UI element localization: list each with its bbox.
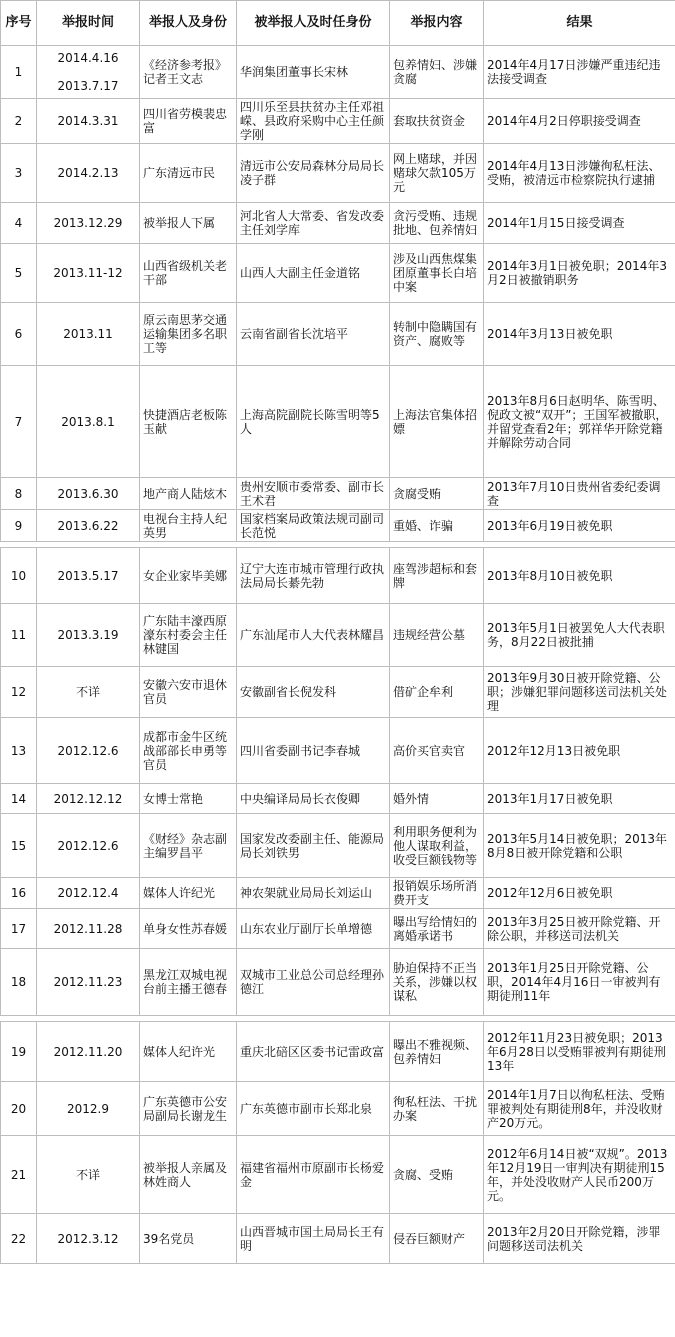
cell-reporter: 39名党员 bbox=[140, 1214, 237, 1264]
table-row bbox=[1, 203, 675, 244]
cell-seq: 1 bbox=[1, 46, 37, 99]
cell-accused: 四川省委副书记李春城 bbox=[237, 718, 390, 784]
cell-reporter: 《财经》杂志副主编罗昌平 bbox=[140, 814, 237, 878]
cell-result: 2013年5月14日被免职；2013年8月8日被开除党籍和公职 bbox=[484, 814, 675, 878]
cell-result: 2014年4月17日涉嫌严重违纪违法接受调查 bbox=[484, 46, 675, 99]
cell-seq: 6 bbox=[1, 303, 37, 366]
cell-seq: 21 bbox=[1, 1136, 37, 1214]
table-row bbox=[1, 1214, 675, 1264]
cell-result: 2012年12月13日被免职 bbox=[484, 718, 675, 784]
header-result: 结果 bbox=[484, 1, 675, 46]
table-row bbox=[1, 1022, 675, 1082]
cell-seq: 10 bbox=[1, 548, 37, 604]
cell-reporter: 原云南思茅交通运输集团多名职工等 bbox=[140, 303, 237, 366]
cell-result: 2013年7月10日贵州省委纪委调查 bbox=[484, 478, 675, 510]
cell-result: 2013年2月20日开除党籍，涉罪问题移送司法机关 bbox=[484, 1214, 675, 1264]
cell-seq: 14 bbox=[1, 784, 37, 814]
cell-accused: 辽宁大连市城市管理行政执法局局长綦先勃 bbox=[237, 548, 390, 604]
cell-seq: 8 bbox=[1, 478, 37, 510]
cell-result: 2014年3月1日被免职；2014年3月2日被撤销职务 bbox=[484, 244, 675, 303]
cell-accused: 山东农业厅副厅长单增德 bbox=[237, 909, 390, 949]
table-row bbox=[1, 478, 675, 510]
cell-content: 曝出不雅视频、包养情妇 bbox=[390, 1022, 484, 1082]
cell-accused: 山西晋城市国土局局长王有明 bbox=[237, 1214, 390, 1264]
cell-accused: 国家发改委副主任、能源局局长刘铁男 bbox=[237, 814, 390, 878]
cell-time: 2013.3.19 bbox=[37, 604, 140, 667]
cell-seq: 17 bbox=[1, 909, 37, 949]
cell-time: 2012.11.20 bbox=[37, 1022, 140, 1082]
cell-content: 报销娱乐场所消费开支 bbox=[390, 878, 484, 909]
cell-result: 2014年3月13日被免职 bbox=[484, 303, 675, 366]
cell-content: 利用职务便利为他人谋取利益，收受巨额钱物等 bbox=[390, 814, 484, 878]
cell-time: 2012.12.12 bbox=[37, 784, 140, 814]
cell-seq: 12 bbox=[1, 667, 37, 718]
cell-content: 座驾涉超标和套牌 bbox=[390, 548, 484, 604]
cell-time: 2014.3.31 bbox=[37, 99, 140, 144]
table-row bbox=[1, 144, 675, 203]
cell-time: 2012.12.4 bbox=[37, 878, 140, 909]
cell-content: 套取扶贫资金 bbox=[390, 99, 484, 144]
cell-result: 2013年1月17日被免职 bbox=[484, 784, 675, 814]
cell-accused: 重庆北碚区区委书记雷政富 bbox=[237, 1022, 390, 1082]
cell-time: 不详 bbox=[37, 1136, 140, 1214]
cell-reporter: 地产商人陆炫木 bbox=[140, 478, 237, 510]
cell-time: 2013.6.22 bbox=[37, 510, 140, 542]
cell-reporter: 女企业家毕美娜 bbox=[140, 548, 237, 604]
cell-result: 2012年6月14日被“双规”。2013年12月19日一审判决有期徒刑15年，并处没收财产人民币200万元。 bbox=[484, 1136, 675, 1214]
cell-accused: 福建省福州市原副市长杨爱金 bbox=[237, 1136, 390, 1214]
cell-seq: 22 bbox=[1, 1214, 37, 1264]
table-row bbox=[1, 878, 675, 909]
cell-reporter: 快捷酒店老板陈玉献 bbox=[140, 366, 237, 478]
table-row bbox=[1, 1136, 675, 1214]
cell-reporter: 被举报人下属 bbox=[140, 203, 237, 244]
table-row bbox=[1, 366, 675, 478]
cell-time: 2014.4.16 2013.7.17 bbox=[37, 46, 140, 99]
cell-reporter: 广东英德市公安局副局长谢龙生 bbox=[140, 1082, 237, 1136]
cell-reporter: 成都市金牛区统战部部长申勇等官员 bbox=[140, 718, 237, 784]
cell-time: 2013.11 bbox=[37, 303, 140, 366]
table-row bbox=[1, 814, 675, 878]
header-reporter: 举报人及身份 bbox=[140, 1, 237, 46]
cell-result: 2013年1月25日开除党籍、公职，2014年4月16日一审被判有期徒刑11年 bbox=[484, 949, 675, 1016]
cell-content: 转制中隐瞒国有资产、腐败等 bbox=[390, 303, 484, 366]
table-row bbox=[1, 46, 675, 99]
table-row bbox=[1, 303, 675, 366]
cell-content: 贪腐、受贿 bbox=[390, 1136, 484, 1214]
cell-content: 胁迫保持不正当关系，涉嫌以权谋私 bbox=[390, 949, 484, 1016]
cell-time: 2013.12.29 bbox=[37, 203, 140, 244]
cell-reporter: 四川省劳模裴忠富 bbox=[140, 99, 237, 144]
table-row bbox=[1, 1082, 675, 1136]
cell-seq: 20 bbox=[1, 1082, 37, 1136]
cell-time: 不详 bbox=[37, 667, 140, 718]
cell-reporter: 广东清远市民 bbox=[140, 144, 237, 203]
cell-reporter: 女博士常艳 bbox=[140, 784, 237, 814]
cell-reporter: 黑龙江双城电视台前主播王德春 bbox=[140, 949, 237, 1016]
cell-content: 网上赌球，并因赌球欠款105万元 bbox=[390, 144, 484, 203]
cell-accused: 广东汕尾市人大代表林耀昌 bbox=[237, 604, 390, 667]
cell-time: 2012.12.6 bbox=[37, 814, 140, 878]
table-row bbox=[1, 949, 675, 1016]
cell-seq: 7 bbox=[1, 366, 37, 478]
cell-content: 高价买官卖官 bbox=[390, 718, 484, 784]
cell-reporter: 媒体人纪许光 bbox=[140, 1022, 237, 1082]
cell-seq: 2 bbox=[1, 99, 37, 144]
cell-reporter: 山西省级机关老干部 bbox=[140, 244, 237, 303]
cell-accused: 云南省副省长沈培平 bbox=[237, 303, 390, 366]
cell-result: 2014年1月7日以徇私枉法、受贿罪被判处有期徒刑8年，并没收财产20万元。 bbox=[484, 1082, 675, 1136]
cell-seq: 16 bbox=[1, 878, 37, 909]
cell-time: 2012.9 bbox=[37, 1082, 140, 1136]
cell-time: 2014.2.13 bbox=[37, 144, 140, 203]
cell-seq: 13 bbox=[1, 718, 37, 784]
cell-result: 2013年9月30日被开除党籍、公职；涉嫌犯罪问题移送司法机关处理 bbox=[484, 667, 675, 718]
header-content: 举报内容 bbox=[390, 1, 484, 46]
cell-time: 2012.11.23 bbox=[37, 949, 140, 1016]
cell-reporter: 单身女性苏春媛 bbox=[140, 909, 237, 949]
cell-time: 2013.11-12 bbox=[37, 244, 140, 303]
table-row bbox=[1, 548, 675, 604]
table-row bbox=[1, 718, 675, 784]
cell-time: 2013.5.17 bbox=[37, 548, 140, 604]
cell-content: 侵吞巨额财产 bbox=[390, 1214, 484, 1264]
cell-accused: 清远市公安局森林分局局长凌子群 bbox=[237, 144, 390, 203]
cell-result: 2013年8月10日被免职 bbox=[484, 548, 675, 604]
cell-seq: 11 bbox=[1, 604, 37, 667]
cell-time: 2013.8.1 bbox=[37, 366, 140, 478]
table-row bbox=[1, 667, 675, 718]
header-accused: 被举报人及时任身份 bbox=[237, 1, 390, 46]
cell-seq: 9 bbox=[1, 510, 37, 542]
cell-content: 婚外情 bbox=[390, 784, 484, 814]
cell-result: 2014年4月13日涉嫌徇私枉法、受贿，被清远市检察院执行逮捕 bbox=[484, 144, 675, 203]
cell-accused: 广东英德市副市长郑北泉 bbox=[237, 1082, 390, 1136]
cell-seq: 4 bbox=[1, 203, 37, 244]
cell-content: 曝出写给情妇的离婚承诺书 bbox=[390, 909, 484, 949]
header-seq: 序号 bbox=[1, 1, 37, 46]
cell-result: 2013年6月19日被免职 bbox=[484, 510, 675, 542]
cell-result: 2012年11月23日被免职；2013年6月28日以受贿罪被判有期徒刑13年 bbox=[484, 1022, 675, 1082]
cell-accused: 贵州安顺市委常委、副市长王术君 bbox=[237, 478, 390, 510]
cell-content: 徇私枉法、干扰办案 bbox=[390, 1082, 484, 1136]
cell-content: 贪腐受贿 bbox=[390, 478, 484, 510]
table-row bbox=[1, 99, 675, 144]
cell-result: 2014年4月2日停职接受调查 bbox=[484, 99, 675, 144]
cell-content: 重婚、诈骗 bbox=[390, 510, 484, 542]
cell-reporter: 《经济参考报》记者王文志 bbox=[140, 46, 237, 99]
header-row bbox=[1, 1, 675, 46]
cell-reporter: 电视台主持人纪英男 bbox=[140, 510, 237, 542]
table-row bbox=[1, 604, 675, 667]
cell-result: 2013年8月6日赵明华、陈雪明、倪政文被“双开”；王国军被撤职，并留党查看2年；郭祥华开除党籍并解除劳动合同 bbox=[484, 366, 675, 478]
cell-content: 违规经营公墓 bbox=[390, 604, 484, 667]
cell-accused: 华润集团董事长宋林 bbox=[237, 46, 390, 99]
cell-seq: 18 bbox=[1, 949, 37, 1016]
cell-accused: 四川乐至县扶贫办主任邓祖嵘、县政府采购中心主任颜学刚 bbox=[237, 99, 390, 144]
cell-time: 2012.12.6 bbox=[37, 718, 140, 784]
cell-time: 2013.6.30 bbox=[37, 478, 140, 510]
cell-accused: 山西人大副主任金道铭 bbox=[237, 244, 390, 303]
cell-seq: 19 bbox=[1, 1022, 37, 1082]
header-time: 举报时间 bbox=[37, 1, 140, 46]
cell-content: 涉及山西焦煤集团原董事长白培中案 bbox=[390, 244, 484, 303]
table-row bbox=[1, 244, 675, 303]
cell-content: 上海法官集体招嫖 bbox=[390, 366, 484, 478]
cell-time: 2012.3.12 bbox=[37, 1214, 140, 1264]
cell-result: 2013年3月25日被开除党籍、开除公职，并移送司法机关 bbox=[484, 909, 675, 949]
cell-content: 贪污受贿、违规批地、包养情妇 bbox=[390, 203, 484, 244]
cell-result: 2012年12月6日被免职 bbox=[484, 878, 675, 909]
cell-reporter: 安徽六安市退休官员 bbox=[140, 667, 237, 718]
cell-accused: 河北省人大常委、省发改委主任刘学库 bbox=[237, 203, 390, 244]
table-row bbox=[1, 784, 675, 814]
cell-time: 2012.11.28 bbox=[37, 909, 140, 949]
cell-result: 2014年1月15日接受调查 bbox=[484, 203, 675, 244]
cell-accused: 安徽副省长倪发科 bbox=[237, 667, 390, 718]
cell-result: 2013年5月1日被罢免人大代表职务，8月22日被批捕 bbox=[484, 604, 675, 667]
cell-accused: 双城市工业总公司总经理孙德江 bbox=[237, 949, 390, 1016]
cell-accused: 神农架就业局局长刘运山 bbox=[237, 878, 390, 909]
cell-content: 包养情妇、涉嫌贪腐 bbox=[390, 46, 484, 99]
cell-reporter: 被举报人亲属及林姓商人 bbox=[140, 1136, 237, 1214]
cell-accused: 上海高院副院长陈雪明等5人 bbox=[237, 366, 390, 478]
cell-content: 借矿企牟利 bbox=[390, 667, 484, 718]
table-row bbox=[1, 510, 675, 542]
cell-reporter: 媒体人许纪光 bbox=[140, 878, 237, 909]
cell-seq: 3 bbox=[1, 144, 37, 203]
cell-accused: 国家档案局政策法规司副司长范悦 bbox=[237, 510, 390, 542]
cell-seq: 15 bbox=[1, 814, 37, 878]
cell-reporter: 广东陆丰濠西原濠东村委会主任林键国 bbox=[140, 604, 237, 667]
cell-seq: 5 bbox=[1, 244, 37, 303]
table-row bbox=[1, 909, 675, 949]
cell-accused: 中央编译局局长衣俊卿 bbox=[237, 784, 390, 814]
